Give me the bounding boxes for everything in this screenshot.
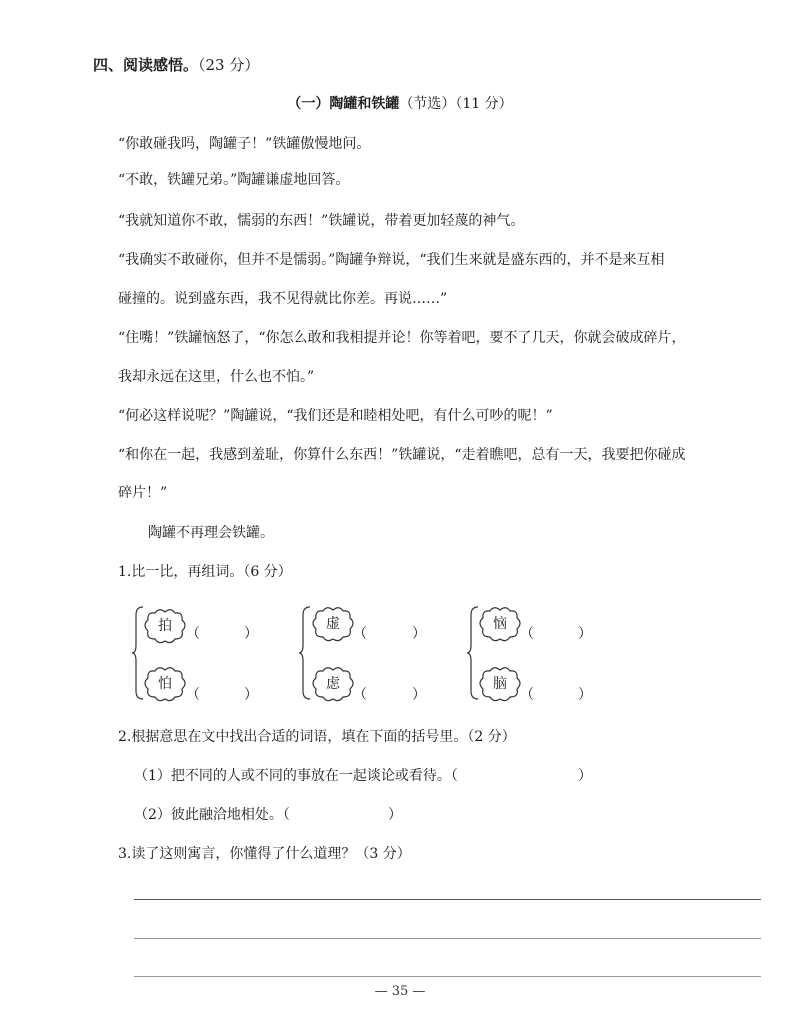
answer-paren-close: ） (578, 626, 592, 642)
passage-paragraph: “我确实不敢碰你，但并不是懦弱。”陶罐争辩说，“我们生来就是盛东西的，并不是来互相 (118, 252, 665, 268)
question-2-item-1: （1）把不同的人或不同的事放在一起谈论或看待。（ (134, 768, 458, 784)
answer-line[interactable] (134, 976, 761, 977)
passage-paragraph-continued: 碰撞的。说到盛东西，我不见得就比你差。再说……” (118, 291, 448, 307)
answer-paren-close: ） (412, 626, 426, 642)
flower-char-box (143, 664, 187, 704)
brace-icon (298, 605, 312, 701)
passage-paragraph-continued: 我却永远在这里，什么也不怕。” (118, 369, 315, 385)
char-bottom: 脑 (493, 676, 507, 692)
answer-paren-close[interactable]: ） (578, 768, 592, 784)
passage-note: （节选）（11 分） (399, 96, 513, 112)
question-2-label: 2.根据意思在文中找出合适的词语，填在下面的括号里。（2 分） (118, 729, 516, 745)
answer-paren-open[interactable]: （ (353, 626, 367, 642)
answer-paren-close: ） (578, 687, 592, 703)
section-heading (93, 54, 259, 75)
answer-paren-open[interactable]: （ (520, 687, 534, 703)
char-bottom: 虑 (326, 676, 340, 692)
passage-paragraph: “你敢碰我吗，陶罐子！”铁罐傲慢地问。 (118, 136, 371, 152)
char-top: 拍 (158, 618, 172, 634)
answer-paren-open[interactable]: （ (353, 687, 367, 703)
answer-paren-close: ） (412, 687, 426, 703)
char-top: 恼 (493, 616, 507, 632)
answer-paren-open[interactable]: （ (520, 626, 534, 642)
answer-paren-close: ） (244, 687, 258, 703)
passage-heading (0, 93, 800, 113)
question-3-label: 3.读了这则寓言，你懂得了什么道理？（3 分） (118, 846, 411, 862)
flower-char-box (311, 604, 355, 644)
flower-char-box (478, 664, 522, 704)
passage-paragraph: “何必这样说呢？”陶罐说，“我们还是和睦相处吧，有什么可吵的呢！” (118, 408, 553, 424)
passage-paragraph-continued: 碎片！” (118, 485, 168, 501)
section-title: 四、阅读感悟。 (93, 56, 199, 74)
answer-paren-open[interactable]: （ (186, 626, 200, 642)
answer-line[interactable] (134, 899, 761, 900)
passage-paragraph: “不敢，铁罐兄弟。”陶罐谦虚地回答。 (118, 172, 350, 188)
flower-char-box (143, 606, 187, 646)
char-top: 虚 (326, 616, 340, 632)
passage-paragraph: 陶罐不再理会铁罐。 (148, 525, 274, 541)
answer-paren-open[interactable]: （ (186, 687, 200, 703)
answer-line[interactable] (134, 938, 761, 939)
section-score: （23 分） (198, 56, 260, 74)
passage-paragraph: “我就知道你不敢，懦弱的东西！”铁罐说，带着更加轻蔑的神气。 (118, 213, 525, 229)
passage-paragraph: “住嘴！”铁罐恼怒了，“你怎么敢和我相提并论！你等着吧，要不了几天，你就会破成碎片， (118, 330, 686, 346)
question-1-label: 1.比一比，再组词。（6 分） (118, 564, 292, 580)
answer-paren-close[interactable]: ） (388, 807, 402, 823)
page-number: — 35 — (374, 984, 426, 999)
flower-char-box (478, 604, 522, 644)
passage-paragraph: “和你在一起，我感到羞耻，你算什么东西！”铁罐说，“走着瞧吧，总有一天，我要把你碰成 (118, 447, 686, 463)
flower-char-box (311, 664, 355, 704)
char-bottom: 怕 (158, 676, 172, 692)
passage-title: （一）陶罐和铁罐 (287, 96, 400, 112)
answer-paren-close: ） (244, 626, 258, 642)
question-2-item-2: （2）彼此融洽地相处。（ (134, 807, 290, 823)
